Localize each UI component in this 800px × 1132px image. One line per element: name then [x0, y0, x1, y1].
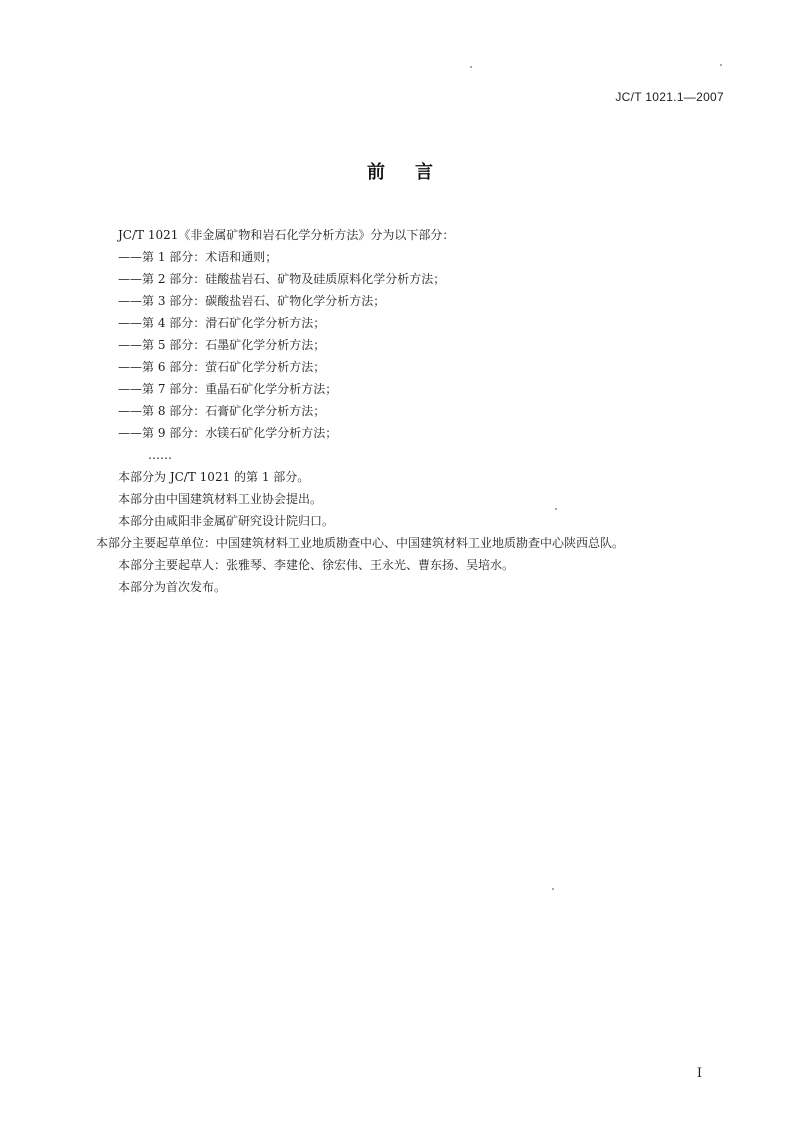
paragraph-first-release: 本部分为首次发布。 [118, 580, 227, 594]
intro-line: JC/T 1021《非金属矿物和岩石化学分析方法》分为以下部分： [118, 228, 455, 242]
part-list-item-2: ——第 2 部分：硅酸盐岩石、矿物及硅质原料化学分析方法； [118, 272, 446, 286]
page-title: 前言 [367, 162, 463, 183]
paragraph-drafters: 本部分主要起草人：张雅琴、李建伦、徐宏伟、王永光、曹东扬、吴培水。 [118, 558, 515, 572]
paragraph-centralized-unit: 本部分由咸阳非金属矿研究设计院归口。 [118, 514, 335, 528]
part-list-item-5: ——第 5 部分：石墨矿化学分析方法； [118, 338, 326, 352]
part-list-item-3: ——第 3 部分：碳酸盐岩石、矿物化学分析方法； [118, 294, 386, 308]
part-list-item-9: ——第 9 部分：水镁石矿化学分析方法； [118, 426, 338, 440]
part-list-ellipsis: …… [148, 448, 172, 462]
part-list-item-8: ——第 8 部分：石膏矿化学分析方法； [118, 404, 326, 418]
paragraph-part-number: 本部分为 JC/T 1021 的第 1 部分。 [118, 470, 310, 484]
part-list-item-6: ——第 6 部分：萤石矿化学分析方法； [118, 360, 326, 374]
foreword-body [93, 224, 733, 598]
part-list-item-4: ——第 4 部分：滑石矿化学分析方法； [118, 316, 326, 330]
scan-speck [720, 64, 722, 66]
part-list-item-1: ——第 1 部分：术语和通则； [118, 250, 278, 264]
part-list-item-7: ——第 7 部分：重晶石矿化学分析方法； [118, 382, 338, 396]
scan-speck [552, 888, 554, 890]
paragraph-proposer: 本部分由中国建筑材料工业协会提出。 [118, 492, 323, 506]
scan-speck [470, 66, 472, 68]
paragraph-drafting-units: 本部分主要起草单位：中国建筑材料工业地质勘查中心、中国建筑材料工业地质勘查中心陕西总队。 [96, 536, 625, 550]
standard-code: JC/T 1021.1—2007 [615, 90, 724, 104]
page-number: I [696, 1066, 702, 1081]
scan-speck [555, 508, 557, 510]
